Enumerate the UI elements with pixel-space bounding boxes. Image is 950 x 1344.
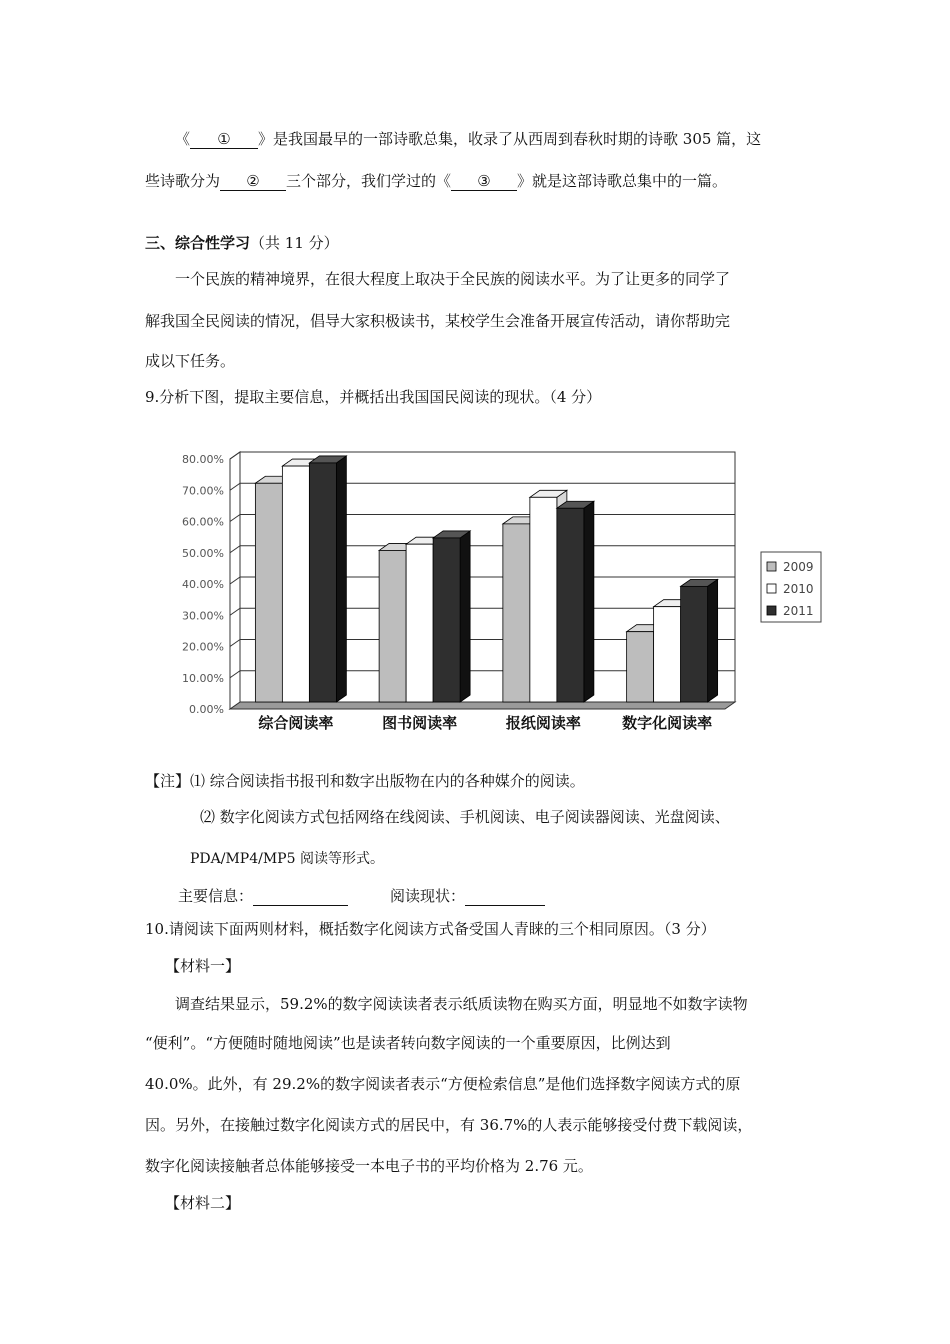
blank-1: ① bbox=[190, 132, 258, 149]
section-heading bbox=[145, 232, 339, 253]
y-axis-labels bbox=[182, 453, 224, 716]
bar-front bbox=[557, 508, 584, 702]
text: 三个部分，我们学过的《 bbox=[286, 172, 452, 190]
blank-2: ② bbox=[220, 174, 286, 191]
legend-swatch bbox=[767, 562, 776, 571]
status-blank[interactable] bbox=[465, 889, 545, 906]
material-1-line: 调查结果显示，59.2%的数字阅读读者表示纸质读物在购买方面，明显地不如数字读物 bbox=[175, 995, 748, 1013]
bar-side bbox=[708, 579, 718, 702]
blank-3: ③ bbox=[451, 174, 517, 191]
y-tick-label: 20.00% bbox=[182, 640, 224, 654]
intro-line-2: 解我国全民阅读的情况，倡导大家积极读书，某校学生会准备开展宣传活动，请你帮助完 bbox=[145, 312, 731, 330]
legend-label: 2009 bbox=[783, 560, 814, 574]
bar-front bbox=[530, 497, 557, 702]
bar-front bbox=[627, 632, 654, 702]
text: 》就是这部诗歌总集中的一篇。 bbox=[517, 172, 728, 190]
note-3: PDA/MP4/MP5 阅读等形式。 bbox=[190, 851, 384, 867]
question-9: 9.分析下图，提取主要信息，并概括出我国国民阅读的现状。（4 分） bbox=[145, 388, 602, 406]
bar-side bbox=[460, 531, 470, 702]
material-1-line: “便利”。“方便随时随地阅读”也是读者转向数字阅读的一个重要原因，比例达到 bbox=[145, 1034, 671, 1052]
section-points: （共 11 分） bbox=[250, 234, 339, 252]
legend-swatch bbox=[767, 584, 776, 593]
bar-front bbox=[654, 607, 681, 702]
bar bbox=[681, 579, 718, 702]
intro-line-1: 一个民族的精神境界，在很大程度上取决于全民族的阅读水平。为了让更多的同学了 bbox=[175, 270, 731, 288]
material-1-title: 【材料一】 bbox=[165, 957, 241, 975]
y-tick-label: 60.00% bbox=[182, 515, 224, 529]
main-info-label: 主要信息： bbox=[178, 887, 254, 905]
x-tick-label: 报纸阅读率 bbox=[505, 714, 581, 732]
bar bbox=[557, 501, 594, 702]
bar-front bbox=[309, 463, 336, 702]
question-10: 10.请阅读下面两则材料，概括数字化阅读方式备受国人青睐的三个相同原因。（3 分） bbox=[145, 920, 716, 938]
chart-legend bbox=[761, 552, 821, 622]
material-1-line: 因。另外，在接触过数字化阅读方式的居民中，有 36.7%的人表示能够接受付费下载阅读， bbox=[145, 1116, 753, 1134]
bar-front bbox=[406, 544, 433, 702]
bar-front bbox=[503, 524, 530, 702]
y-tick-label: 40.00% bbox=[182, 578, 224, 591]
section-title: 三、综合性学习 bbox=[145, 234, 251, 252]
plot-floor bbox=[230, 702, 735, 709]
text: 些诗歌分为 bbox=[145, 172, 221, 190]
bar-front bbox=[282, 466, 309, 702]
y-tick-label: 80.00% bbox=[182, 453, 224, 466]
y-tick-label: 10.00% bbox=[182, 671, 224, 685]
legend-label: 2011 bbox=[783, 604, 814, 618]
x-axis-labels bbox=[258, 714, 712, 732]
legend-swatch bbox=[767, 606, 776, 615]
note-2: ⑵ 数字化阅读方式包括网络在线阅读、手机阅读、电子阅读器阅读、光盘阅读、 bbox=[200, 808, 730, 826]
legend-label: 2010 bbox=[783, 582, 814, 596]
y-tick-label: 50.00% bbox=[182, 546, 224, 560]
main-info-blank[interactable] bbox=[253, 889, 348, 906]
bar-front bbox=[433, 538, 460, 702]
intro-line-3: 成以下任务。 bbox=[145, 352, 236, 370]
x-tick-label: 图书阅读率 bbox=[382, 714, 458, 732]
y-tick-label: 30.00% bbox=[182, 609, 224, 623]
bar bbox=[309, 456, 346, 702]
text: 》是我国最早的一部诗歌总集，收录了从西周到春秋时期的诗歌 305 篇，这 bbox=[258, 130, 762, 148]
material-1-line: 数字化阅读接触者总体能够接受一本电子书的平均价格为 2.76 元。 bbox=[145, 1157, 593, 1175]
status-label: 阅读现状： bbox=[390, 887, 466, 905]
answer-lines bbox=[178, 885, 545, 906]
bar-front bbox=[255, 483, 282, 702]
bar-front bbox=[379, 550, 406, 702]
bar-side bbox=[584, 501, 594, 702]
bar bbox=[433, 531, 470, 702]
x-tick-label: 数字化阅读率 bbox=[622, 714, 713, 732]
y-tick-label: 70.00% bbox=[182, 484, 224, 498]
x-tick-label: 综合阅读率 bbox=[258, 714, 334, 732]
bar-side bbox=[336, 456, 346, 702]
y-tick-label: 0.00% bbox=[189, 703, 224, 716]
reading-rate-chart bbox=[165, 440, 830, 735]
text: 《 bbox=[175, 130, 191, 148]
poetry-line-1 bbox=[175, 128, 761, 149]
bar-front bbox=[681, 586, 708, 702]
poetry-line-2 bbox=[145, 170, 727, 191]
material-2-title: 【材料二】 bbox=[165, 1194, 241, 1212]
note-1: 【注】⑴ 综合阅读指书报刊和数字出版物在内的各种媒介的阅读。 bbox=[145, 772, 585, 790]
material-1-line: 40.0%。此外，有 29.2%的数字阅读者表示“方便检索信息”是他们选择数字阅读方式的原 bbox=[145, 1075, 741, 1093]
